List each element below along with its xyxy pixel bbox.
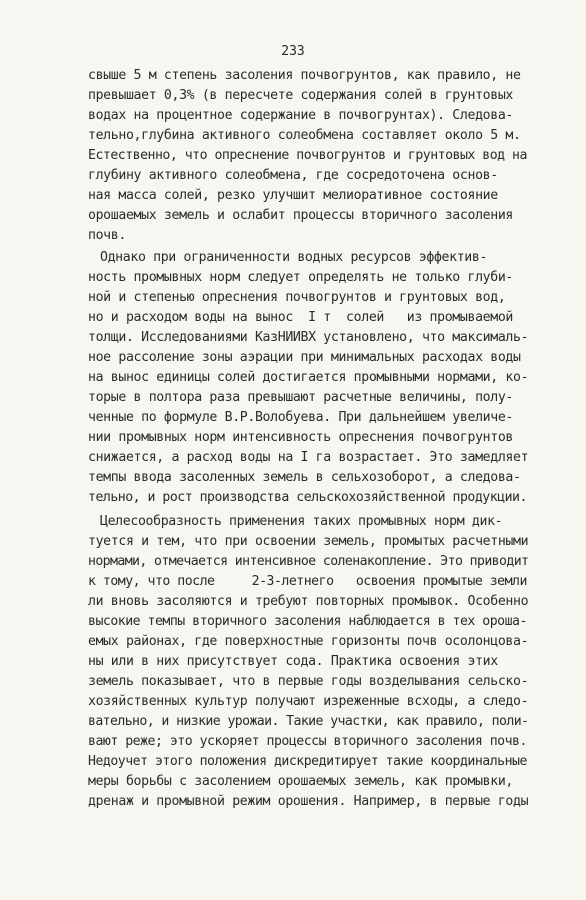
text-line: меры борьбы с засолением орошаемых земель, как промывки, xyxy=(88,774,514,789)
text-line: вают реже; это ускоряет процессы вторичного засоления почв. xyxy=(88,734,527,749)
text-line: высокие темпы вторичного засоления наблюдается в тех ороша- xyxy=(88,614,527,629)
text-line: ны или в них присутствует сода. Практика освоения этих xyxy=(88,654,498,669)
text-line-paragraph-start: Однако при ограниченности водных ресурсов эффектив- xyxy=(100,250,488,265)
page-number: 233 xyxy=(281,44,305,59)
text-line: Естественно, что опреснение почвогрунтов и грунтовых вод на xyxy=(88,148,527,163)
text-line: глубину активного солеобмена, где сосредоточена основ- xyxy=(88,168,498,183)
text-line: ли вновь засоляются и требуют повторных промывок. Особенно xyxy=(88,594,529,609)
text-line: ность промывных норм следует определять не только глуби- xyxy=(88,270,514,285)
text-line: тельно,глубина активного солеобмена составляет около 5 м. xyxy=(88,128,521,143)
text-line: ной и степенью опреснения почвогрунтов и грунтовых вод, xyxy=(88,290,506,305)
text-line: торые в полтора раза превышают расчетные величины, полу- xyxy=(88,390,514,405)
text-line: свыше 5 м степень засоления почвогрунтов, как правило, не xyxy=(88,68,521,83)
text-line: Недоучет этого положения дискредитирует такие координальные xyxy=(88,754,527,769)
text-line: ная масса солей, резко улучшит мелиоративное состояние xyxy=(88,188,498,203)
text-line: ченные по формуле В.Р.Волобуева. При дальнейшем увеличе- xyxy=(88,410,514,425)
text-line: хозяйственных культур получают изреженные всходы, а следо- xyxy=(88,694,529,709)
text-line: вательно, и низкие урожаи. Такие участки, как правило, поли- xyxy=(88,714,529,729)
text-line: емых районах, где поверхностные горизонты почв осолонцова- xyxy=(88,634,529,649)
text-line: к тому, что после 2-3-летнего освоения промытые земли xyxy=(88,574,527,589)
text-line: водах на процентное содержание в почвогрунтах). Следова- xyxy=(88,108,514,123)
text-line: нии промывных норм интенсивность опреснения почвогрунтов xyxy=(88,430,514,445)
text-line: туется и тем, что при освоении земель, промытых расчетными xyxy=(88,534,529,549)
text-line: орошаемых земель и ослабит процессы вторичного засоления xyxy=(88,208,514,223)
text-line: на вынос единицы солей достигается промывными нормами, ко- xyxy=(88,370,529,385)
text-line: темпы ввода засоленных земель в сельхозоборот, а следова- xyxy=(88,470,521,485)
text-line: земель показывает, что в первые годы возделывания сельско- xyxy=(88,674,529,689)
text-line-paragraph-start: Целесообразность применения таких промывных норм дик- xyxy=(100,514,503,529)
text-line: превышает 0,3% (в пересчете содержания солей в грунтовых xyxy=(88,88,514,103)
text-line: тельно, и рост производства сельскохозяйственной продукции. xyxy=(88,490,527,505)
text-line: дренаж и промывной режим орошения. Например, в первые годы xyxy=(88,794,529,809)
text-line: толщи. Исследованиями КазНИИВХ установлено, что максималь- xyxy=(88,330,529,345)
text-line: ное рассоление зоны аэрации при минимальных расходах воды xyxy=(88,350,521,365)
text-line: снижается, а расход воды на I га возрастает. Это замедляет xyxy=(88,450,529,465)
text-line: нормами, отмечается интенсивное соленакопление. Это приводит xyxy=(88,554,529,569)
text-line: почв. xyxy=(88,228,126,243)
text-line: но и расходом воды на вынос I т солей из промываемой xyxy=(88,310,514,325)
